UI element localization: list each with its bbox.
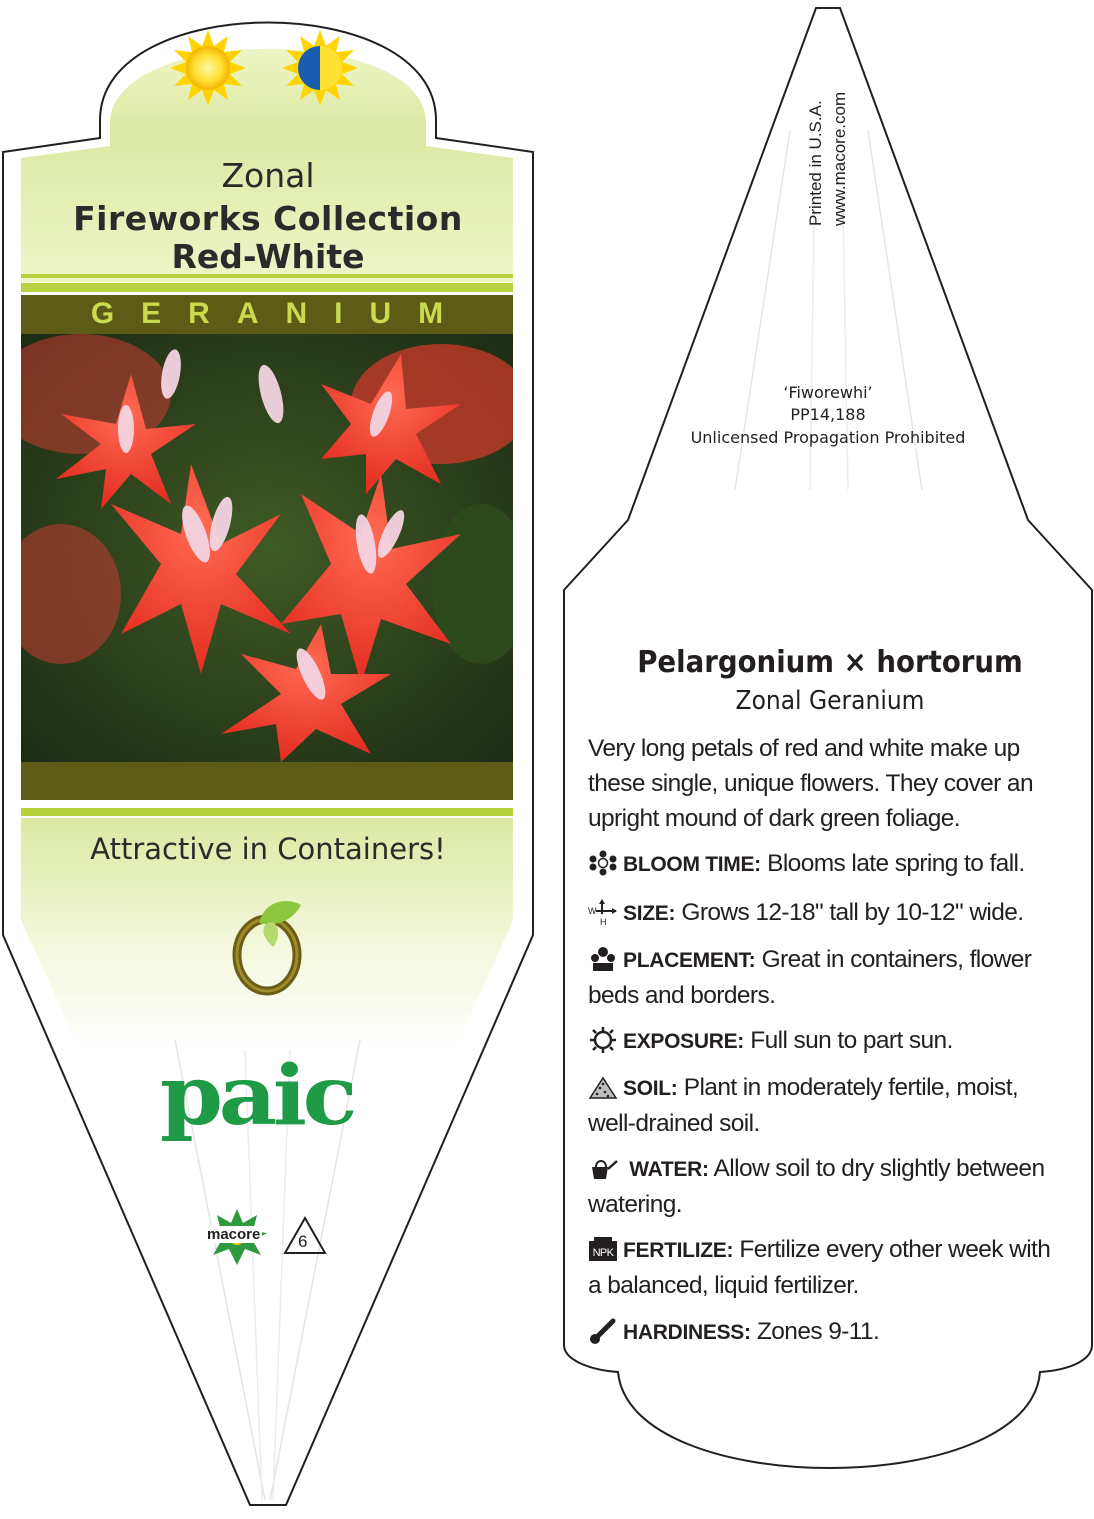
- care-label: FERTILIZE:: [623, 1239, 734, 1262]
- patent-number: PP14,188: [790, 405, 866, 424]
- care-water: [588, 1151, 1058, 1222]
- printed-in-label: Printed in U.S.A.: [806, 100, 825, 226]
- care-label: PLACEMENT:: [623, 949, 756, 972]
- propagation-notice: Unlicensed Propagation Prohibited: [690, 428, 966, 447]
- npk-icon: [588, 1236, 618, 1262]
- care-text: Blooms late spring to fall.: [767, 850, 1025, 877]
- care-text: Grows 12-18" tall by 10-12" wide.: [681, 899, 1024, 926]
- title-line-3: Red-White: [171, 237, 365, 276]
- thermometer-icon: [588, 1318, 618, 1344]
- soil-icon: [588, 1074, 618, 1100]
- care-bloom-time: [588, 846, 1058, 882]
- care-text: Full sun to part sun.: [750, 1027, 953, 1054]
- scientific-name: Pelargonium × hortorum: [637, 645, 1023, 680]
- care-text: Great in containers, flower beds and borders.: [588, 946, 1032, 1009]
- plant-description: Very long petals of red and white make up these single, unique flowers. They cover an upright mound of dark green foliage.: [588, 735, 1033, 832]
- flower-icon: [588, 850, 618, 876]
- leaf-ring-logo-icon: [225, 895, 315, 1000]
- care-label: SOIL:: [623, 1077, 678, 1100]
- macore-wordmark: macore: [207, 1226, 261, 1243]
- sun-icon: [588, 1027, 618, 1053]
- care-label: EXPOSURE:: [623, 1030, 744, 1053]
- size-icon-h: H: [600, 917, 606, 925]
- care-exposure: [588, 1023, 1058, 1059]
- care-text: Allow soil to dry slightly between watering.: [588, 1155, 1045, 1218]
- care-text: Zones 9-11.: [756, 1318, 880, 1345]
- recycle-code: 6: [298, 1232, 308, 1251]
- flower-photo: [21, 334, 513, 762]
- care-text: Plant in moderately fertile, moist, well-drained soil.: [588, 1074, 1019, 1137]
- care-size: [588, 895, 1058, 931]
- common-name: Zonal Geranium: [735, 686, 925, 716]
- care-hardiness: [588, 1314, 1058, 1350]
- care-label: HARDINESS:: [623, 1321, 751, 1344]
- care-soil: [588, 1070, 1058, 1141]
- care-placement: [588, 942, 1058, 1013]
- tagline: Attractive in Containers!: [90, 832, 446, 866]
- watering-can-icon: [588, 1155, 618, 1181]
- brand-logo: paic: [160, 1048, 354, 1144]
- title-line-2: Fireworks Collection: [73, 199, 463, 238]
- care-label: BLOOM TIME:: [623, 853, 761, 876]
- part-sun-icon: [280, 28, 380, 108]
- care-label: SIZE:: [623, 902, 676, 925]
- npk-text: NPK: [592, 1247, 614, 1259]
- care-label: WATER:: [629, 1158, 709, 1181]
- photo-bottom-band: [21, 762, 513, 800]
- size-icon: [588, 899, 618, 925]
- size-icon-w: W: [588, 906, 596, 916]
- care-fertilize: [588, 1232, 1058, 1303]
- placement-icon: [588, 946, 618, 972]
- website-label: www.macore.com: [830, 91, 849, 226]
- care-text: Fertilize every other week with a balanced, liquid fertilizer.: [588, 1236, 1051, 1299]
- genus-label: GERANIUM: [90, 297, 471, 330]
- variety-name: ‘Fiworewhi’: [783, 383, 873, 402]
- title-line-1: Zonal: [221, 156, 315, 195]
